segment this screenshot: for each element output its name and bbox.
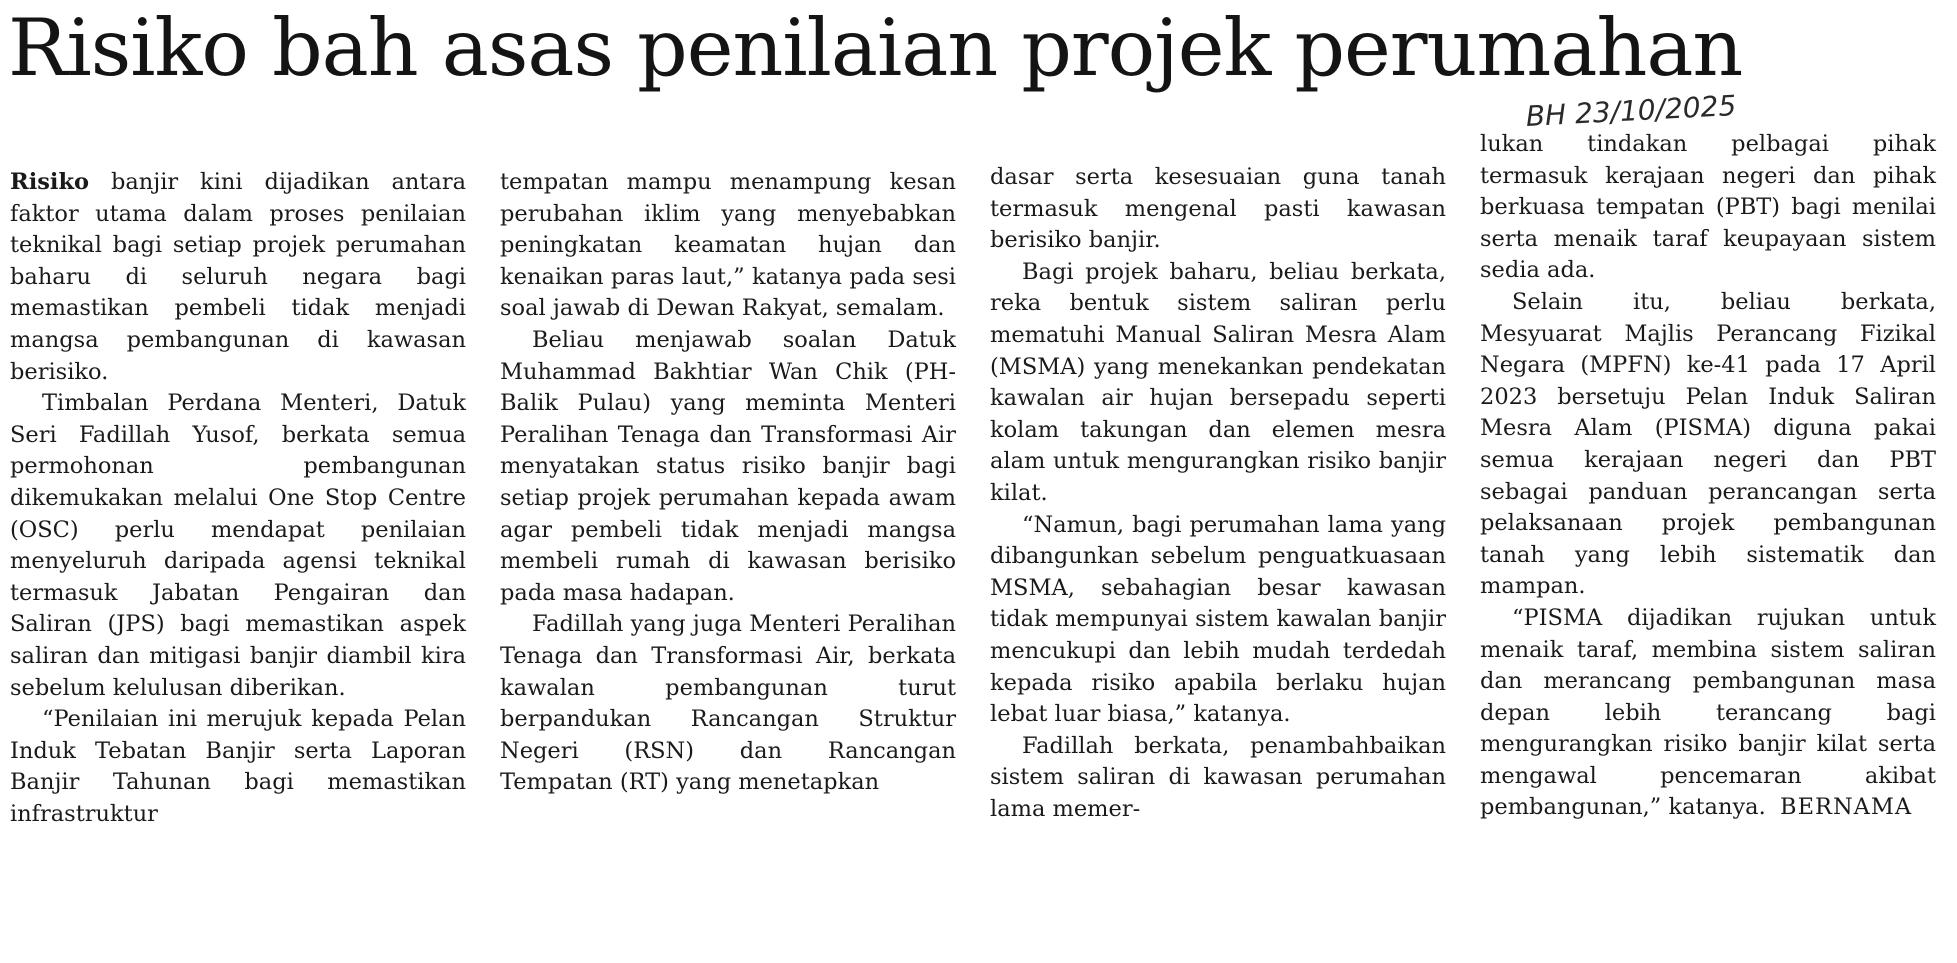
paragraph: Fadillah berkata, penambahbaikan sistem saliran di kawasan perumahan lama memer-	[990, 732, 1446, 822]
paragraph: Fadillah yang juga Menteri Peralihan Tenaga dan Transformasi Air, berkata kawalan pembangunan turut berpandukan Rancangan Struktur Negeri (RSN) dan Rancangan Tempatan (RT) yang menetapkan	[500, 611, 956, 796]
paragraph: dasar serta kesesuaian guna tanah termasuk mengenal pasti kawasan berisiko banjir.	[990, 164, 1446, 254]
paragraph-text: banjir kini dijadikan antara faktor utama dalam proses penilaian teknikal bagi setiap projek perumahan baharu di seluruh negara bagi memastikan pembeli tidak menjadi mangsa pembangunan di kawasan berisiko.	[10, 169, 466, 385]
paragraph: Timbalan Perdana Menteri, Datuk Seri Fadillah Yusof, berkata semua permohonan pembangunan dikemukakan melalui One Stop Centre (OSC) perlu mendapat penilaian menyeluruh daripada agensi teknikal termasuk Jabatan Pengairan dan Saliran (JPS) bagi memastikan aspek saliran dan mitigasi banjir diambil kira sebelum kelulusan diberikan.	[10, 390, 466, 701]
paragraph: “Penilaian ini merujuk kepada Pelan Induk Tebatan Banjir serta Laporan Banjir Tahunan bagi memastikan infrastruktur	[10, 706, 466, 827]
byline: BERNAMA	[1780, 794, 1913, 821]
paragraph: tempatan mampu menampung kesan perubahan iklim yang menyebabkan peningkatan keamatan hujan dan kenaikan paras laut,” katanya pada sesi soal jawab di Dewan Rakyat, semalam.	[500, 169, 956, 322]
paragraph: Beliau menjawab soalan Datuk Muhammad Bakhtiar Wan Chik (PH-Balik Pulau) yang meminta Menteri Peralihan Tenaga dan Transformasi Air menyatakan status risiko banjir bagi setiap projek perumahan kepada awam agar pembeli tidak menjadi mangsa membeli rumah di kawasan berisiko pada masa hadapan.	[500, 326, 956, 606]
paragraph: lukan tindakan pelbagai pihak termasuk kerajaan negeri dan pihak berkuasa tempatan (PBT) bagi menilai serta menaik taraf keupayaan sistem sedia ada.	[1480, 131, 1936, 284]
paragraph	[1480, 603, 1936, 824]
article-column-3	[990, 162, 1446, 825]
paragraph: “Namun, bagi perumahan lama yang dibangunkan sebelum penguatkuasaan MSMA, sebahagian besar kawasan tidak mempunyai sistem kawalan banjir mencukupi dan lebih mudah terdedah kepada risiko apabila berlaku hujan lebat luar biasa,” katanya.	[990, 511, 1446, 728]
paragraph-text: “PISMA dijadikan rujukan untuk menaik taraf, membina sistem saliran dan merancang pembangunan masa depan lebih terancang bagi mengurangkan risiko banjir kilat serta mengawal pencemaran akibat pembangunan,” katanya.	[1480, 604, 1936, 821]
paragraph: Selain itu, beliau berkata, Mesyuarat Majlis Perancang Fizikal Negara (MPFN) ke-41 pada 17 April 2023 bersetuju Pelan Induk Saliran Mesra Alam (PISMA) diguna pakai semua kerajaan negeri dan PBT sebagai panduan perancangan serta pelaksanaan projek pembangunan tanah yang lebih sistematik dan mampan.	[1480, 288, 1936, 600]
article-column-1	[10, 167, 466, 830]
article-column-2	[500, 167, 956, 799]
handwritten-date-note: BH 23/10/2025	[1525, 88, 1737, 133]
lead-word: Risiko	[10, 169, 90, 195]
paragraph	[10, 167, 466, 388]
article-headline: Risiko bah asas penilaian projek perumahan	[8, 2, 1743, 94]
article-column-4	[1480, 129, 1936, 824]
paragraph: Bagi projek baharu, beliau berkata, reka bentuk sistem saliran perlu mematuhi Manual Saliran Mesra Alam (MSMA) yang menekankan pendekatan kawalan air hujan bersepadu seperti kolam takungan dan elemen mesra alam untuk mengurangkan risiko banjir kilat.	[990, 258, 1446, 506]
